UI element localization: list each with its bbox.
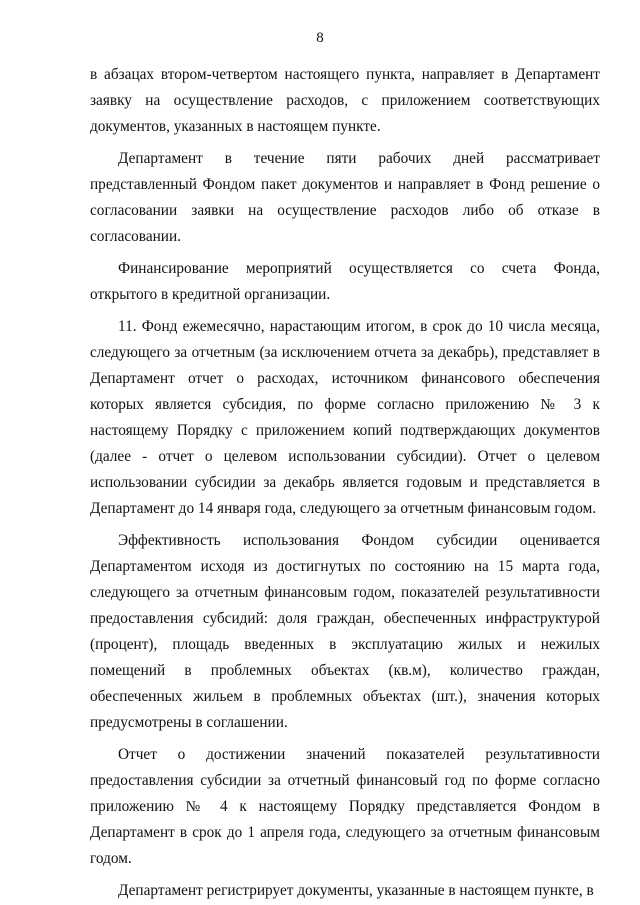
paragraph-registration: Департамент регистрирует документы, указанные в настоящем пункте, в — [118, 882, 594, 899]
paragraph-results-report: Отчет о достижении значений показателей результативности предоставления субсидии за отчетный финансовый год по форме согласно приложению № 4 к настоящему Порядку представляется Фондом в Департамент в срок до 1 апреля года, следующего за отчетным финансовым годом. — [90, 746, 600, 867]
paragraph-item-11: 11. Фонд ежемесячно, нарастающим итогом, в срок до 10 числа месяца, следующего за отчетным (за исключением отчета за декабрь), представляет в Департамент отчет о расходах, источником финансового обеспечения которых является субсидия, по форме согласно приложению № 3 к настоящему Порядку с приложением копий подтверждающих документов (далее - отчет о целевом использовании субсидии). Отчет о целевом использовании субсидии за декабрь является годовым и представляется в Департамент до 14 января года, следующего за отчетным финансовым годом. — [90, 318, 600, 517]
document-body — [90, 62, 600, 904]
paragraph-department-review: Департамент в течение пяти рабочих дней рассматривает представленный Фондом пакет документов и направляет в Фонд решение о согласовании заявки на осуществление расходов либо об отказе в согласовании. — [90, 150, 600, 245]
paragraph-continuation: в абзацах втором-четвертом настоящего пункта, направляет в Департамент заявку на осуществление расходов, с приложением соответствующих документов, указанных в настоящем пункте. — [90, 66, 600, 135]
paragraph-efficiency: Эффективность использования Фондом субсидии оценивается Департаментом исходя из достигнутых по состоянию на 15 марта года, следующего за отчетным финансовым годом, показателей результативности предоставления субсидий: доля граждан, обеспеченных инфраструктурой (процент), площадь введенных в эксплуатацию жилых и нежилых помещений в проблемных объектах (кв.м), количество граждан, обеспеченных жильем в проблемных объектах (шт.), значения которых предусмотрены в соглашении. — [90, 532, 600, 731]
paragraph-financing: Финансирование мероприятий осуществляется со счета Фонда, открытого в кредитной организации. — [90, 260, 600, 303]
page-number: 8 — [316, 30, 324, 46]
